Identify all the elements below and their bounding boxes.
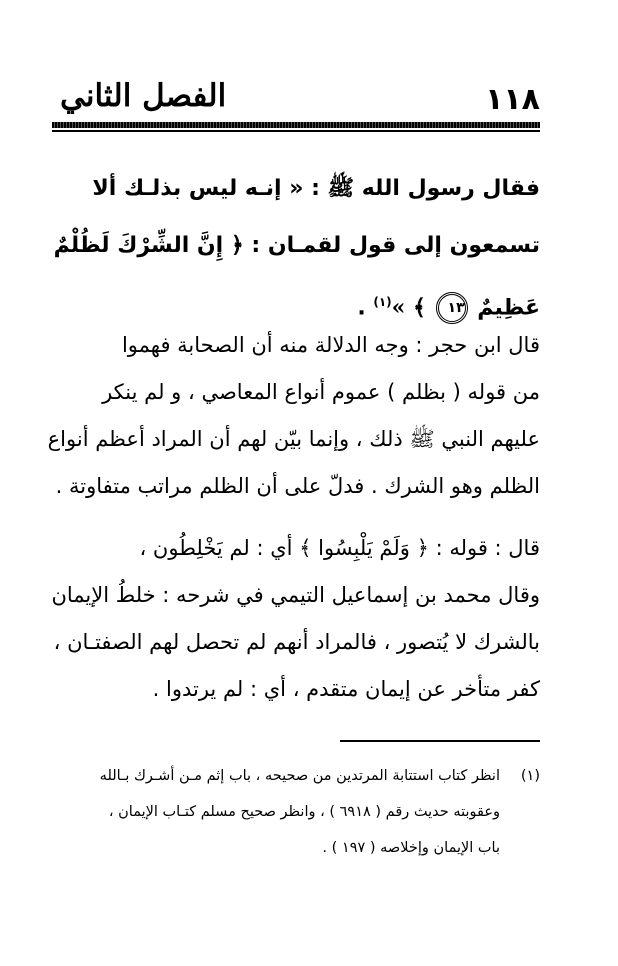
text-line: وقال محمد بن إسماعيل التيمي في شرحه : خلطُ الإيمان — [51, 583, 540, 607]
chapter-title: الفصل الثاني — [60, 78, 227, 114]
text-line-last: عَظِيمٌ ١٣ ﴾ »$^{(١)}$ . — [46, 274, 540, 336]
footnote-line — [52, 758, 540, 794]
quran-bracket-close: ﴾ » — [391, 294, 426, 321]
footnote-text: انظر كتاب استتابة المرتدين من صحيحه ، باب إثم مـن أشـرك بـالله — [99, 768, 500, 784]
footnote — [52, 758, 540, 866]
text-line: قال ابن حجر : وجه الدلالة منه أن الصحابة فهموا — [121, 333, 540, 357]
paragraph-taymi — [46, 525, 540, 713]
footnote-line: باب الإيمان وإخلاصه ( ١٩٧ ) . — [322, 840, 500, 856]
header-rule-thick — [52, 122, 540, 128]
footnote-reference: (١) — [373, 295, 392, 309]
paragraph-hadith — [46, 160, 540, 336]
text-line: كفر متأخر عن إيمان متقدم ، أي : لم يرتدوا . — [152, 677, 540, 701]
running-header — [52, 78, 540, 122]
text-line: من قوله ( بظلم ) عموم أنواع المعاصي ، و لم ينكر — [102, 380, 540, 404]
verse-word: عَظِيمٌ — [477, 295, 540, 321]
paragraph-ibn-hajar — [46, 322, 540, 510]
text-line: تسمعون إلى قول لقمـان : ﴿ إِنَّ الشِّرْكَ لَظُلْمٌ — [53, 233, 540, 258]
text-line: عليهم النبي ﷺ ذلك ، وإنما بيّن لهم أن المراد أعظم أنواع — [47, 427, 540, 451]
text-line: فقال رسول الله ﷺ : « إنـه ليس بذلـك ألا — [92, 176, 540, 201]
page-number: ١١٨ — [485, 82, 540, 117]
footnote-number: (١) — [520, 768, 540, 784]
text-line: بالشرك لا يُتصور ، فالمراد أنهم لم تحصل لهم الصفتـان ، — [53, 630, 540, 654]
footnote-line: وعقوبته حديث رقم ( ٦٩١٨ ) ، وانظر صحيح مسلم كتـاب الإيمان ، — [108, 804, 500, 820]
header-rule-thin — [52, 130, 540, 132]
text-line: قال : قوله : ﴿ وَلَمْ يَلْبِسُوا ﴾ أي : لم يَخْلِطُون ، — [139, 536, 540, 560]
footnote-divider — [340, 740, 540, 742]
verse-number-ornament: ١٣ — [436, 292, 468, 324]
text-line: الظلم وهو الشرك . فدلّ على أن الظلم مراتب متفاوتة . — [55, 474, 540, 498]
